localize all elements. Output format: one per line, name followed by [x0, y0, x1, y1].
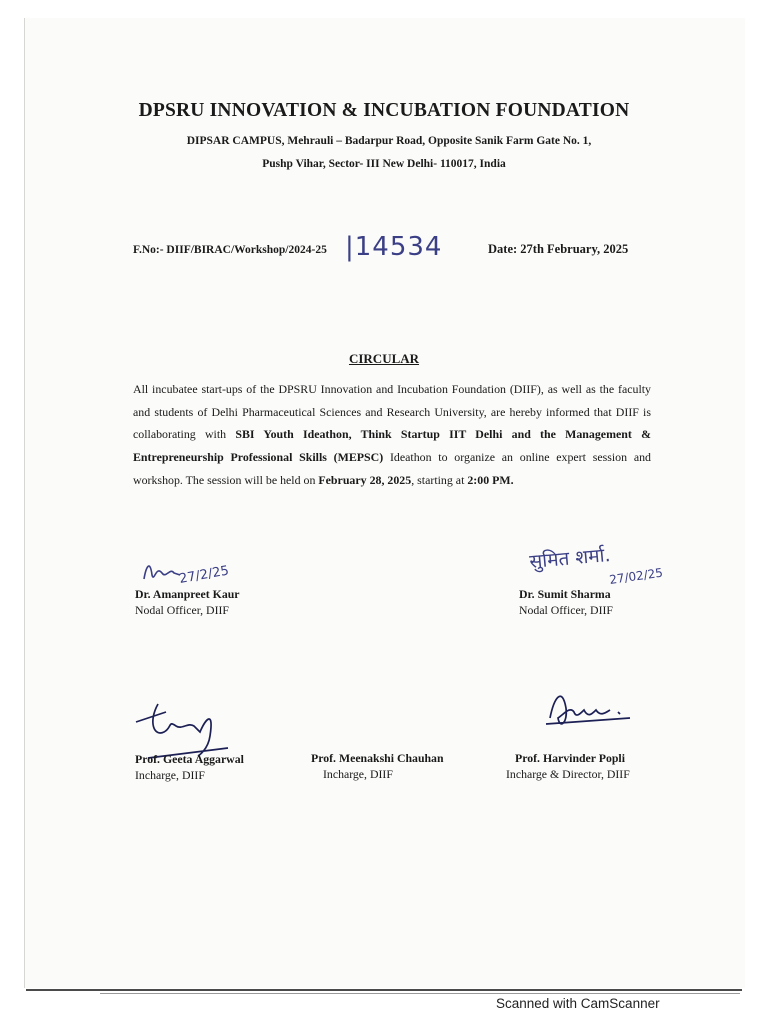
- signatory-role: Incharge, DIIF: [135, 767, 205, 782]
- file-number: F.No:- DIIF/BIRAC/Workshop/2024-25: [133, 244, 327, 256]
- signatory-role: Nodal Officer, DIIF: [519, 602, 613, 617]
- signatory-sharma: [519, 587, 613, 618]
- session-date: February 28, 2025: [318, 472, 412, 487]
- address-line-1: DIPSAR CAMPUS, Mehrauli – Badarpur Road, Opposite Sanik Farm Gate No. 1,: [186, 135, 592, 147]
- collaborators: SBI Youth Ideathon, Think Startup IIT Delhi and the Management & Entrepreneurship Professional Skills (MEPSC): [133, 427, 651, 465]
- signatory-name: Dr. Amanpreet Kaur: [135, 587, 240, 601]
- signature-kaur: [140, 545, 260, 590]
- handwritten-file-number: |14534: [345, 232, 443, 262]
- signatory-kaur: [135, 587, 240, 618]
- svg-text:27/2/25: 27/2/25: [178, 563, 231, 587]
- session-time: 2:00 PM.: [467, 472, 514, 487]
- signature-sharma: [530, 540, 690, 590]
- svg-text:27/02/25: 27/02/25: [608, 565, 664, 587]
- signatory-name: Prof. Meenakshi Chauhan: [311, 751, 444, 765]
- signatory-popli: [506, 751, 630, 782]
- signatory-role: Incharge, DIIF: [323, 766, 393, 781]
- signature-popli: [540, 678, 660, 738]
- signatory-name: Dr. Sumit Sharma: [519, 587, 611, 601]
- address-line-2: Pushp Vihar, Sector- III New Delhi- 110017, India: [262, 158, 506, 170]
- svg-text:सुमित शर्मा.: सुमित शर्मा.: [528, 543, 612, 573]
- organization-title: DPSRU INNOVATION & INCUBATION FOUNDATION: [138, 100, 630, 121]
- signatory-role: Incharge & Director, DIIF: [506, 766, 630, 781]
- circular-heading: CIRCULAR: [348, 351, 420, 366]
- signatory-aggarwal: [135, 752, 244, 783]
- circular-body: All incubatee start-ups of the DPSRU Innovation and Incubation Foundation (DIIF), as well as the faculty and students of Delhi Pharmaceutical Sciences and Research University, are hereby informed that DIIF is collaborating with SBI Youth Ideathon, Think Startup IIT Delhi and the Management & Entrepreneurship Professional Skills (MEPSC) Ideathon to organize an online expert session and workshop. The session will be held on February 28, 2025, starting at 2:00 PM.: [133, 382, 651, 487]
- page-bottom-edge-shadow: [100, 993, 740, 994]
- signatory-name: Prof. Harvinder Popli: [515, 751, 625, 765]
- signatory-role: Nodal Officer, DIIF: [135, 602, 229, 617]
- page-bottom-edge: [26, 989, 742, 991]
- signatory-chauhan: [311, 751, 444, 782]
- circular-date: Date: 27th February, 2025: [488, 242, 629, 256]
- signatory-name: Prof. Geeta Aggarwal: [135, 752, 244, 766]
- scanner-watermark: Scanned with CamScanner: [496, 996, 660, 1011]
